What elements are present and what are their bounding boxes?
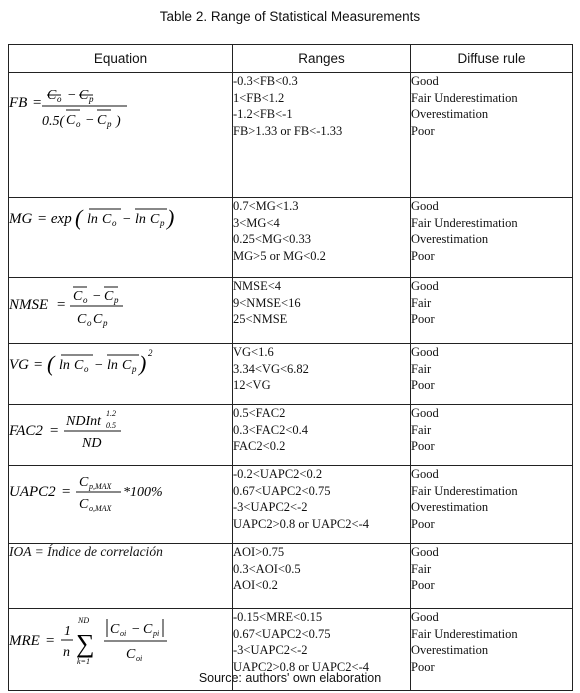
ranges-vg — [233, 344, 411, 405]
range-line: 1<FB<1.2 — [233, 90, 285, 105]
rule-line: Fair — [411, 422, 432, 437]
svg-text:o,MAX: o,MAX — [89, 504, 112, 513]
svg-text:o: o — [87, 318, 92, 328]
range-line: AOI>0.75 — [233, 545, 285, 559]
header-diffuse-rule: Diffuse rule — [411, 45, 573, 73]
svg-text:C: C — [93, 312, 103, 327]
ranges-fb — [233, 73, 411, 198]
rule-line: Poor — [411, 659, 435, 674]
svg-text:UAPC2: UAPC2 — [9, 484, 56, 500]
range-line: 25<NMSE — [233, 312, 288, 327]
equation-fac2 — [9, 405, 233, 466]
formula-mre-sum-bottom: k=1 — [77, 657, 90, 666]
formula-mre — [9, 609, 209, 673]
rule-line: Poor — [411, 378, 435, 393]
svg-text:0.5(: 0.5( — [42, 114, 65, 129]
table-row-mg — [9, 198, 573, 278]
rule-line: Poor — [411, 439, 435, 454]
svg-text:o: o — [83, 295, 88, 305]
range-line: 0.5<FAC2 — [233, 406, 286, 420]
svg-text:p: p — [114, 295, 119, 305]
svg-text:): ) — [167, 205, 175, 230]
ranges-mg — [233, 198, 411, 278]
range-line: 0.7<MG<1.3 — [233, 199, 299, 213]
svg-text:oi: oi — [136, 654, 143, 663]
rule-line: Overestimation — [411, 232, 489, 247]
svg-text:FB: FB — [9, 95, 28, 111]
formula-fac2-sub: 0.5 — [106, 421, 116, 430]
rule-line: Good — [411, 279, 439, 293]
statistics-table — [8, 44, 573, 691]
svg-text:(: ( — [75, 205, 83, 230]
ranges-fac2 — [233, 405, 411, 466]
svg-text:C: C — [77, 312, 87, 327]
rule-line: Poor — [411, 312, 435, 327]
svg-text:ln: ln — [87, 212, 98, 227]
table-row-fb — [9, 73, 573, 198]
equation-uapc2 — [9, 466, 233, 544]
rules-mg — [411, 198, 573, 278]
range-line: 0.67<UAPC2<0.75 — [233, 483, 331, 498]
formula-uapc2-suffix: *100% — [123, 485, 163, 500]
formula-mg — [9, 198, 209, 238]
svg-text:−: − — [85, 113, 95, 128]
rules-nmse — [411, 278, 573, 344]
rule-line: Good — [411, 406, 439, 420]
svg-text:= exp: = exp — [37, 211, 72, 227]
formula-uapc2 — [9, 466, 209, 516]
formula-mre-coef-den: n — [63, 645, 70, 660]
formula-mre-sum-top: ND — [78, 616, 90, 625]
range-line: -3<UAPC2<-2 — [233, 643, 308, 658]
svg-text:−: − — [94, 358, 104, 373]
svg-text:p: p — [160, 218, 165, 228]
rule-line: Poor — [411, 578, 435, 593]
rule-line: Fair — [411, 361, 432, 376]
rule-line: Good — [411, 345, 439, 359]
svg-text:p: p — [89, 94, 94, 104]
range-line: 0.3<AOI<0.5 — [233, 561, 301, 576]
range-line: VG<1.6 — [233, 345, 274, 359]
equation-fb — [9, 73, 233, 198]
svg-text:C: C — [150, 212, 160, 227]
rule-line: Overestimation — [411, 107, 489, 122]
svg-text:p,MAX: p,MAX — [89, 482, 112, 491]
svg-text:ln: ln — [135, 212, 146, 227]
formula-fac2-denominator: ND — [82, 436, 102, 451]
equation-nmse — [9, 278, 233, 344]
svg-text:C: C — [97, 113, 107, 128]
range-line: -1.2<FB<-1 — [233, 107, 293, 122]
range-line: 0.3<FAC2<0.4 — [233, 422, 308, 437]
svg-text:=: = — [32, 95, 43, 111]
formula-ioa: IOA = Índice de correlación — [9, 544, 163, 559]
rules-vg — [411, 344, 573, 405]
svg-text:−: − — [67, 88, 77, 103]
rule-line: Fair — [411, 295, 432, 310]
svg-text:−: − — [122, 212, 132, 227]
rule-line: Good — [411, 199, 439, 213]
svg-text:C: C — [79, 497, 89, 512]
rule-line: Fair Underestimation — [411, 626, 518, 641]
svg-text:C: C — [74, 358, 84, 373]
rule-line: Good — [411, 545, 439, 559]
svg-text:NMSE: NMSE — [9, 297, 49, 313]
svg-text:p: p — [103, 318, 108, 328]
range-line: 9<NMSE<16 — [233, 295, 301, 310]
table-row-ioa — [9, 544, 573, 609]
table-row-uapc2 — [9, 466, 573, 544]
svg-text:oi: oi — [120, 629, 127, 638]
formula-vg-power: 2 — [148, 348, 153, 358]
range-line: 0.25<MG<0.33 — [233, 232, 311, 247]
rule-line: Overestimation — [411, 643, 489, 658]
formula-nmse — [9, 278, 209, 332]
ranges-ioa — [233, 544, 411, 609]
equation-vg — [9, 344, 233, 405]
range-line: UAPC2>0.8 or UAPC2<-4 — [233, 659, 369, 674]
header-row — [9, 45, 573, 73]
svg-text:C: C — [122, 358, 132, 373]
range-line: FB>1.33 or FB<-1.33 — [233, 123, 343, 138]
formula-fb — [9, 73, 209, 133]
ranges-nmse — [233, 278, 411, 344]
rule-line: Good — [411, 467, 439, 481]
svg-text:): ) — [139, 351, 147, 376]
rule-line: Fair Underestimation — [411, 90, 518, 105]
svg-text:C: C — [73, 289, 83, 304]
rules-uapc2 — [411, 466, 573, 544]
svg-text:MRE: MRE — [9, 633, 40, 649]
formula-mre-coef-num: 1 — [64, 624, 71, 639]
formula-fac2 — [9, 405, 209, 455]
rule-line: Fair — [411, 561, 432, 576]
header-ranges: Ranges — [233, 45, 411, 73]
table-row-fac2 — [9, 405, 573, 466]
table-row-vg — [9, 344, 573, 405]
svg-text:o: o — [57, 94, 62, 104]
range-line: UAPC2>0.8 or UAPC2<-4 — [233, 516, 369, 531]
svg-text:=: = — [61, 484, 72, 500]
svg-text:C: C — [110, 622, 120, 637]
svg-text:o: o — [84, 364, 89, 374]
svg-text:C: C — [143, 622, 153, 637]
svg-text:−: − — [92, 289, 102, 304]
svg-text:MG: MG — [9, 211, 33, 227]
svg-text:): ) — [116, 114, 121, 129]
header-equation: Equation — [9, 45, 233, 73]
range-line: -0.2<UAPC2<0.2 — [233, 467, 323, 481]
rules-fac2 — [411, 405, 573, 466]
svg-text:−: − — [131, 622, 141, 637]
svg-text:o: o — [112, 218, 117, 228]
range-line: 12<VG — [233, 378, 271, 393]
formula-fac2-sup: 1.2 — [106, 409, 116, 418]
rules-ioa — [411, 544, 573, 609]
rule-line: Good — [411, 610, 439, 624]
table-row-nmse — [9, 278, 573, 344]
rule-line: Overestimation — [411, 500, 489, 515]
range-line: AOI<0.2 — [233, 578, 278, 593]
svg-text:C: C — [104, 289, 114, 304]
range-line: FAC2<0.2 — [233, 439, 286, 454]
rule-line: Poor — [411, 516, 435, 531]
table-title: Table 2. Range of Statistical Measurements — [159, 9, 421, 24]
svg-text:(: ( — [47, 351, 55, 376]
equation-ioa — [9, 544, 233, 609]
svg-text:C: C — [126, 647, 136, 662]
formula-fac2-numerator: NDInt — [66, 414, 101, 429]
rule-line: Fair Underestimation — [411, 483, 518, 498]
source-note: Source: authors' own elaboration — [198, 671, 382, 685]
rule-line: Poor — [411, 248, 435, 263]
range-line: -0.15<MRE<0.15 — [233, 610, 323, 624]
svg-text:C: C — [47, 88, 57, 103]
svg-text:C: C — [79, 475, 89, 490]
range-line: -3<UAPC2<-2 — [233, 500, 308, 515]
svg-text:∑: ∑ — [76, 629, 95, 658]
range-line: NMSE<4 — [233, 279, 282, 293]
svg-text:C: C — [102, 212, 112, 227]
svg-text:C: C — [79, 88, 89, 103]
range-line: -0.3<FB<0.3 — [233, 74, 298, 88]
svg-text:=: = — [49, 423, 60, 439]
ranges-uapc2 — [233, 466, 411, 544]
rule-line: Fair Underestimation — [411, 215, 518, 230]
range-line: MG>5 or MG<0.2 — [233, 248, 326, 263]
formula-vg — [9, 344, 209, 384]
svg-text:=: = — [45, 633, 56, 649]
range-line: 3.34<VG<6.82 — [233, 361, 309, 376]
svg-text:ln: ln — [107, 358, 118, 373]
svg-text:ln: ln — [59, 358, 70, 373]
svg-text:p: p — [107, 119, 112, 129]
svg-text:=: = — [33, 357, 44, 373]
svg-text:C: C — [66, 113, 76, 128]
svg-text:o: o — [76, 119, 81, 129]
svg-text:pi: pi — [153, 629, 160, 638]
rule-line: Good — [411, 74, 439, 88]
range-line: 3<MG<4 — [233, 215, 280, 230]
svg-text:=: = — [56, 297, 67, 313]
svg-text:p: p — [132, 364, 137, 374]
range-line: 0.67<UAPC2<0.75 — [233, 626, 331, 641]
equation-mg — [9, 198, 233, 278]
svg-text:FAC2: FAC2 — [9, 423, 43, 439]
rules-fb — [411, 73, 573, 198]
rule-line: Poor — [411, 123, 435, 138]
svg-text:VG: VG — [9, 357, 29, 373]
